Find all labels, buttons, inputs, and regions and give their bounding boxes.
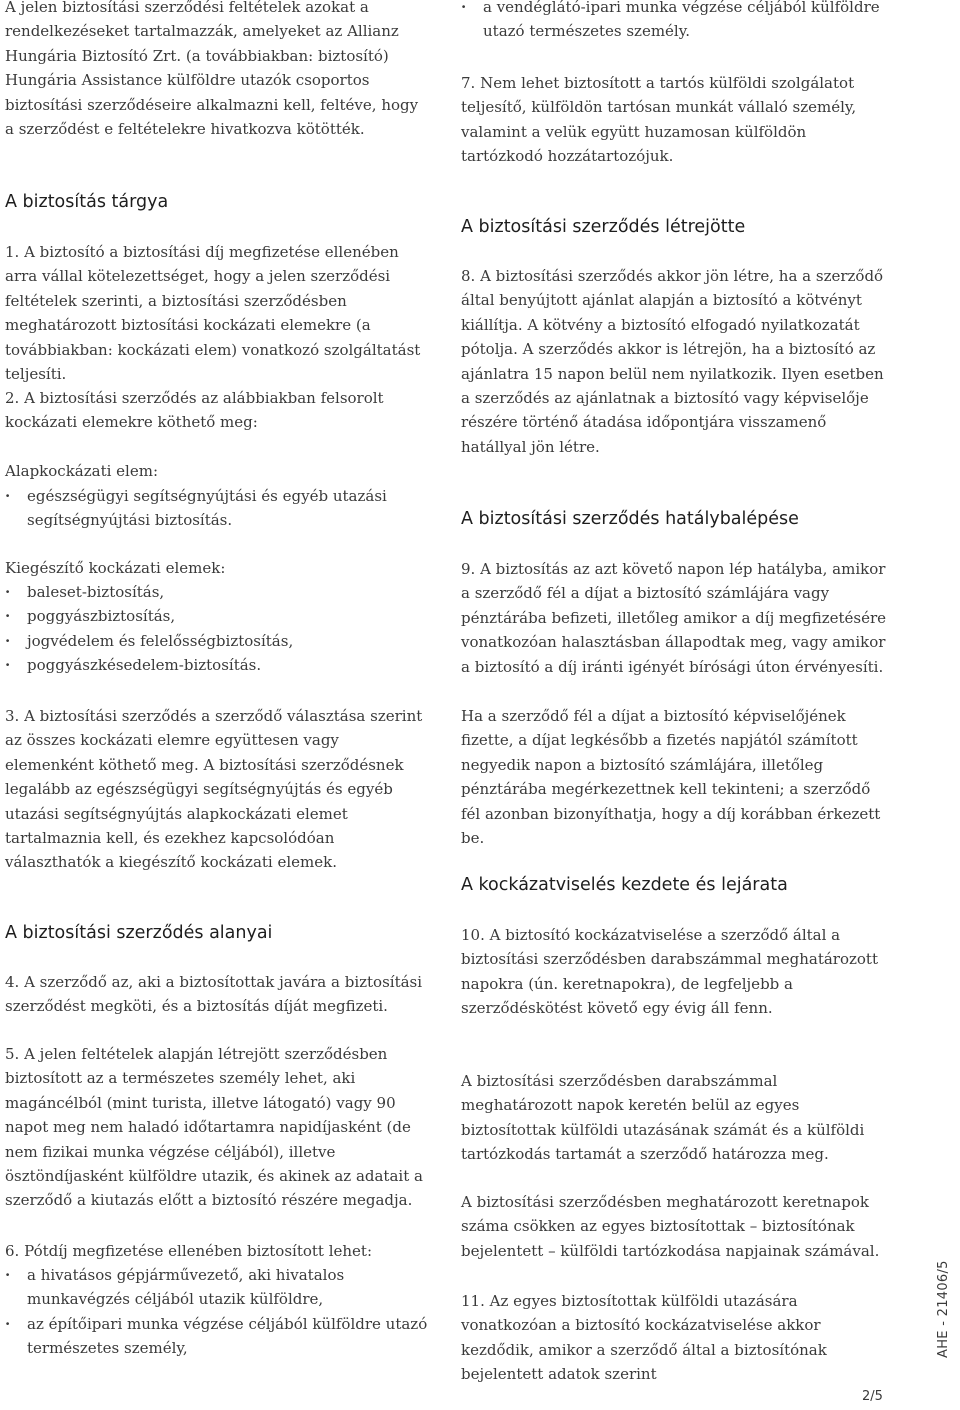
alapkockazat-list: [5, 484, 430, 533]
paragraph-3: 3. A biztosítási szerződés a szerződő választása szerint az összes kockázati elemre együttesen vagy elemenként köthető meg. A biztosítási szerződésnek legalább az egészségügyi segítségnyújtás és egyéb utazási segítségnyújtás alapkockázati elemet tartalmaznia kell, és ezekhez kapcsolódóan választhatók a kiegészítő kockázati elemek.: [5, 707, 423, 872]
kiegeszito-label: Kiegészítő kockázati elemek:: [5, 559, 226, 577]
heading-szerzodes-letrejotte: A biztosítási szerződés létrejötte: [461, 217, 746, 237]
alapkockazat-label: Alapkockázati elem:: [5, 462, 158, 480]
list-item: · poggyászbiztosítás,: [5, 604, 430, 628]
heading-biztositas-targya: A biztosítás tárgya: [5, 192, 169, 212]
list-item: · jogvédelem és felelősségbiztosítás,: [5, 629, 430, 653]
list-item: · poggyászkésedelem-biztosítás.: [5, 653, 430, 677]
paragraph-11: 11. Az egyes biztosítottak külföldi utazására vonatkozóan a biztosító kockázatviselése akkor kezdődik, amikor a szerződő által a biztosítónak bejelentett adatok szerint: [461, 1292, 827, 1384]
page-number: 2/5: [862, 1389, 883, 1404]
paragraph-9b: Ha a szerződő fél a díjat a biztosító képviselőjének fizette, a díjat legkésőbb a fizetés napjától számított negyedik napon a biztosító számlájára, illetőleg pénztárába megérkezettnek kell tekinteni; a szerződő fél azonban bizonyíthatja, hogy a díj korábban érkezett be.: [461, 707, 881, 848]
paragraph-10b: A biztosítási szerződésben darabszámmal meghatározott napok keretén belül az egyes biztosítottak külföldi utazásának számát és a külföldi tartózkodás tartamát a szerződő határozza meg.: [461, 1072, 865, 1164]
paragraph-10: 10. A biztosító kockázatviselése a szerződő által a biztosítási szerződésben darabszámmal meghatározott napokra (ún. keretnapokra), de legfeljebb a szerződéskötést követő egy évig áll fenn.: [461, 926, 878, 1018]
paragraph-7: 7. Nem lehet biztosított a tartós külföldi szolgálatot teljesítő, külföldön tartósan munkát vállaló személy, valamint a velük együtt huzamosan külföldön tartózkodó hozzátartozójuk.: [461, 74, 857, 166]
heading-szerzodes-hatalybalepese: A biztosítási szerződés hatálybalépése: [461, 509, 799, 529]
paragraph-4: 4. A szerződő az, aki a biztosítottak javára a biztosítási szerződést megköti, és a biztosítás díját megfizeti.: [5, 973, 423, 1016]
potdij-list: [5, 1263, 430, 1361]
list-item: · a vendéglátó-ipari munka végzése céljából külföldre utazó természetes személy.: [461, 0, 891, 44]
heading-szerzodes-alanyai: A biztosítási szerződés alanyai: [5, 923, 273, 943]
paragraph-8: 8. A biztosítási szerződés akkor jön létre, ha a szerződő által benyújtott ajánlat alapján a biztosító a kötvényt kiállítja. A kötvény a biztosító elfogadó nyilatkozatát pótolja. A szerződés akkor is létrejön, ha a biztosító az ajánlatra 15 napon belül nem nyilatkozik. Ilyen esetben a szerződés az ajánlatnak a biztosító vagy képviselője részére történő átadása időpontjára visszamenő hatállyal jön létre.: [461, 267, 884, 456]
paragraph-6: 6. Pótdíj megfizetése ellenében biztosított lehet:: [5, 1242, 373, 1260]
kiegeszito-list: [5, 580, 430, 678]
intro-paragraph: A jelen biztosítási szerződési feltételek azokat a rendelkezéseket tartalmazzák, amelyeket az Allianz Hungária Biztosító Zrt. (a továbbiakban: biztosító) Hungária Assistance külföldre utazók csoportos biztosítási szerződéseire alkalmazni kell, feltéve, hogy a szerződést e feltételekre hivatkozva kötötték.: [5, 0, 419, 139]
list-item: · egészségügyi segítségnyújtási és egyéb utazási segítségnyújtási biztosítás.: [5, 484, 430, 533]
list-item: · a hivatásos gépjárművezető, aki hivatalos munkavégzés céljából utazik külföldre,: [5, 1263, 430, 1312]
paragraph-9: 9. A biztosítás az azt követő napon lép hatályba, amikor a szerződő fél a díjat a biztosító számlájára vagy pénztárába befizeti, illetőleg amikor a díj megfizetésére vonatkozóan halasztásban állapodtak meg, vagy amikor a biztosító a díj iránti igényét bírósági úton érvényesíti.: [461, 560, 887, 676]
paragraph-10c: A biztosítási szerződésben meghatározott keretnapok száma csökken az egyes biztosítottak – biztosítónak bejelentett – külföldi tartózkodása napjainak számával.: [461, 1193, 880, 1260]
paragraph-1: 1. A biztosító a biztosítási díj megfizetése ellenében arra vállal kötelezettséget, hogy a jelen szerződési feltételek szerinti, a biztosítási szerződésben meghatározott biztosítási kockázati elemekre (a továbbiakban: kockázati elem) vonatkozó szolgáltatást teljesíti.: [5, 243, 421, 384]
continued-list: [461, 0, 891, 44]
list-item: · az építőipari munka végzése céljából külföldre utazó természetes személy,: [5, 1312, 430, 1361]
list-item: · baleset-biztosítás,: [5, 580, 430, 604]
paragraph-2: 2. A biztosítási szerződés az alábbiakban felsorolt kockázati elemekre köthető meg:: [5, 389, 384, 432]
heading-kockazatviseles: A kockázatviselés kezdete és lejárata: [461, 875, 788, 895]
paragraph-5: 5. A jelen feltételek alapján létrejött szerződésben biztosított az a természetes személy lehet, aki magáncélból (mint turista, illetve látogató) vagy 90 napot meg nem haladó időtartamra napidíjasként (de nem fizikai munka végzése céljából), illetve ösztöndíjasként külföldre utazik, és akinek az adatait a szerződő a kiutazás előtt a biztosító részére megadja.: [5, 1045, 423, 1210]
document-code: AHE - 21406/5: [936, 1260, 951, 1358]
